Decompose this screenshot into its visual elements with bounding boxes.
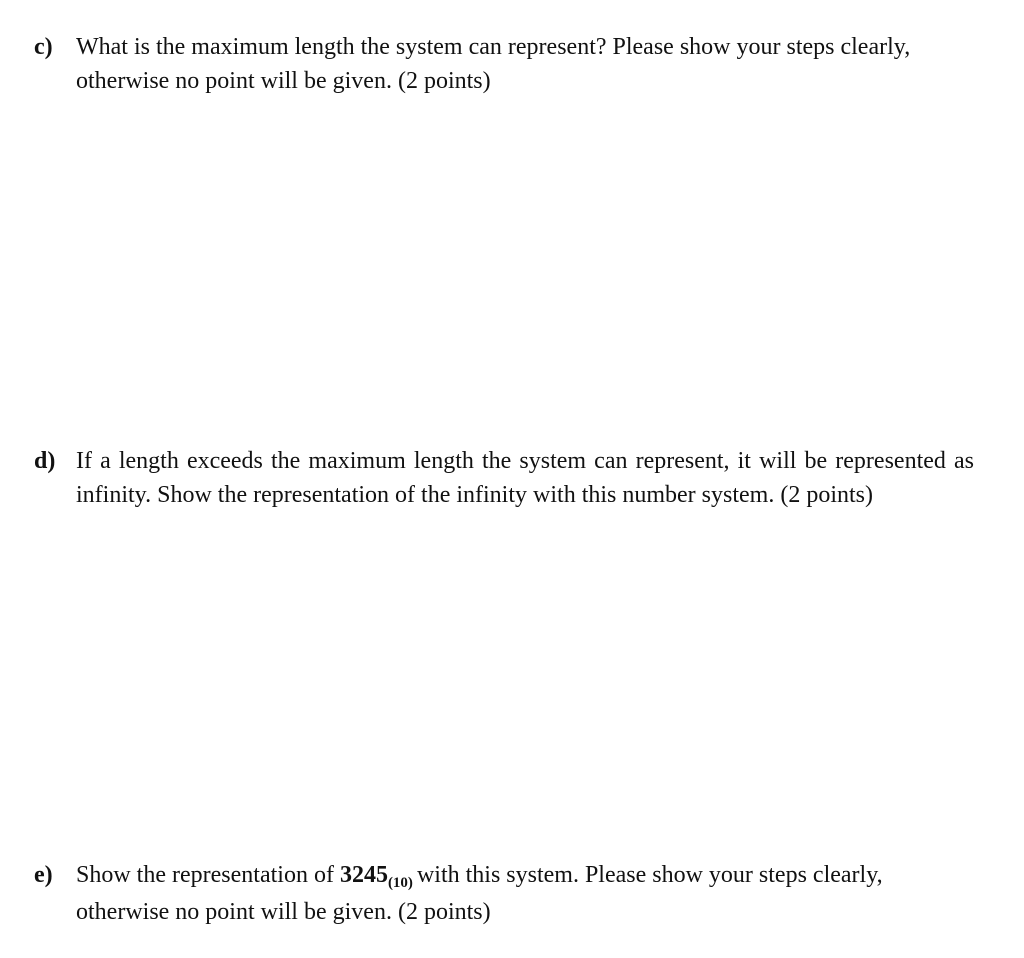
question-e-body xyxy=(76,858,974,929)
question-e-text-before: Show the representation of xyxy=(76,862,334,888)
question-d-body xyxy=(76,444,974,512)
question-e xyxy=(34,858,974,929)
decimal-number: 3245 xyxy=(339,862,388,888)
question-d-text: If a length exceeds the maximum length the system can represent, it will be represented as infinity. Show the representation of the infinity with this number system. (2 points) xyxy=(76,448,974,508)
number-base-subscript: (10) xyxy=(387,875,413,891)
question-d xyxy=(34,444,974,512)
question-d-label: d) xyxy=(34,448,56,474)
question-e-text-after: with this system. Please show your steps clearly, otherwise no point will be given. (2 points) xyxy=(76,862,883,925)
question-c-label: c) xyxy=(34,34,53,60)
question-c-text: What is the maximum length the system can represent? Please show your steps clearly, otherwise no point will be given. (2 points) xyxy=(76,34,911,94)
question-e-label: e) xyxy=(34,862,53,888)
question-c-body xyxy=(76,30,974,98)
question-c xyxy=(34,30,974,98)
question-e-text xyxy=(76,858,974,929)
